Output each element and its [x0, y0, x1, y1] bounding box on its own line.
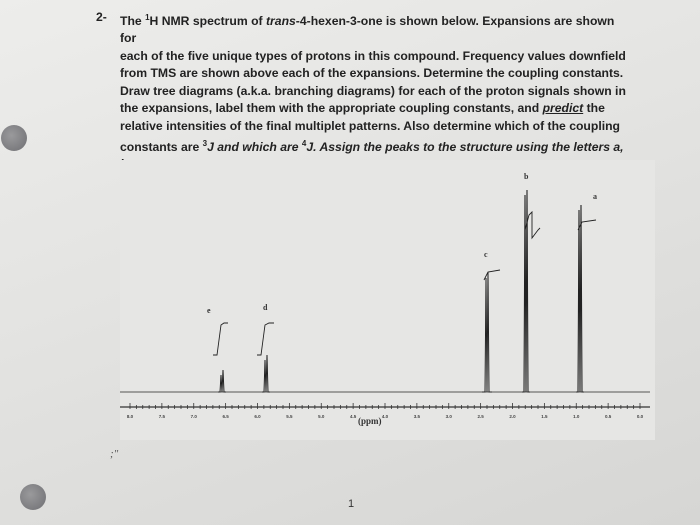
binder-hole [1, 125, 27, 151]
problem-line: from TMS are shown above each of the expansions. Determine the coupling constants. [120, 66, 624, 81]
problem-number: 2- [96, 10, 107, 24]
stray-pen-mark: ;" [110, 448, 119, 460]
tick-label: 1.0 [573, 414, 580, 419]
tick-label: 5.0 [318, 414, 325, 419]
tick-label: 4.5 [349, 414, 357, 419]
peak-label-b: b [524, 172, 529, 181]
tick-label: 3.5 [413, 414, 421, 419]
axis-label: (ppm) [358, 416, 382, 426]
tick-label: 6.5 [222, 414, 229, 419]
tick-label: 0.5 [604, 414, 612, 419]
tick-label: 5.5 [286, 414, 293, 419]
tick-label: 2.0 [509, 414, 516, 419]
peak-label-d: d [263, 303, 268, 312]
tick-label: 2.5 [477, 414, 484, 419]
problem-line: constants are $^3$J and which are $^4$J. Assign the peaks to the structure using the letters a, [120, 138, 624, 154]
problem-line: The $^1$H NMR spectrum of trans-4-hexen-3-one is shown below. Expansions are shown for [120, 13, 615, 46]
binder-hole [20, 484, 46, 510]
tick-label: 1.5 [541, 414, 548, 419]
tick-label: 4.0 [381, 414, 389, 419]
spectrum-background [120, 160, 655, 440]
tick-label: 0.0 [636, 414, 644, 419]
tick-label: 7.5 [158, 414, 166, 419]
nmr-spectrum [120, 160, 655, 440]
problem-line: relative intensities of the final multiplet patterns. Also determine which of the coupling [120, 118, 620, 133]
peak-label-e: e [207, 306, 211, 315]
peak-label-a: a [593, 192, 597, 201]
peak-label-c: c [484, 250, 488, 259]
problem-line: the expansions, label them with the appropriate coupling constants, and predict the [120, 101, 605, 116]
page-number: 1 [348, 498, 355, 510]
tick-label: 3.0 [445, 414, 452, 419]
tick-label: 7.0 [190, 414, 197, 419]
problem-line: each of the five unique types of protons in this compound. Frequency values downfield [120, 48, 626, 63]
tick-label: 8.0 [126, 414, 134, 419]
problem-line: Draw tree diagrams (a.k.a. branching diagrams) for each of the proton signals shown in [120, 83, 626, 98]
tick-label: 6.0 [254, 414, 261, 419]
